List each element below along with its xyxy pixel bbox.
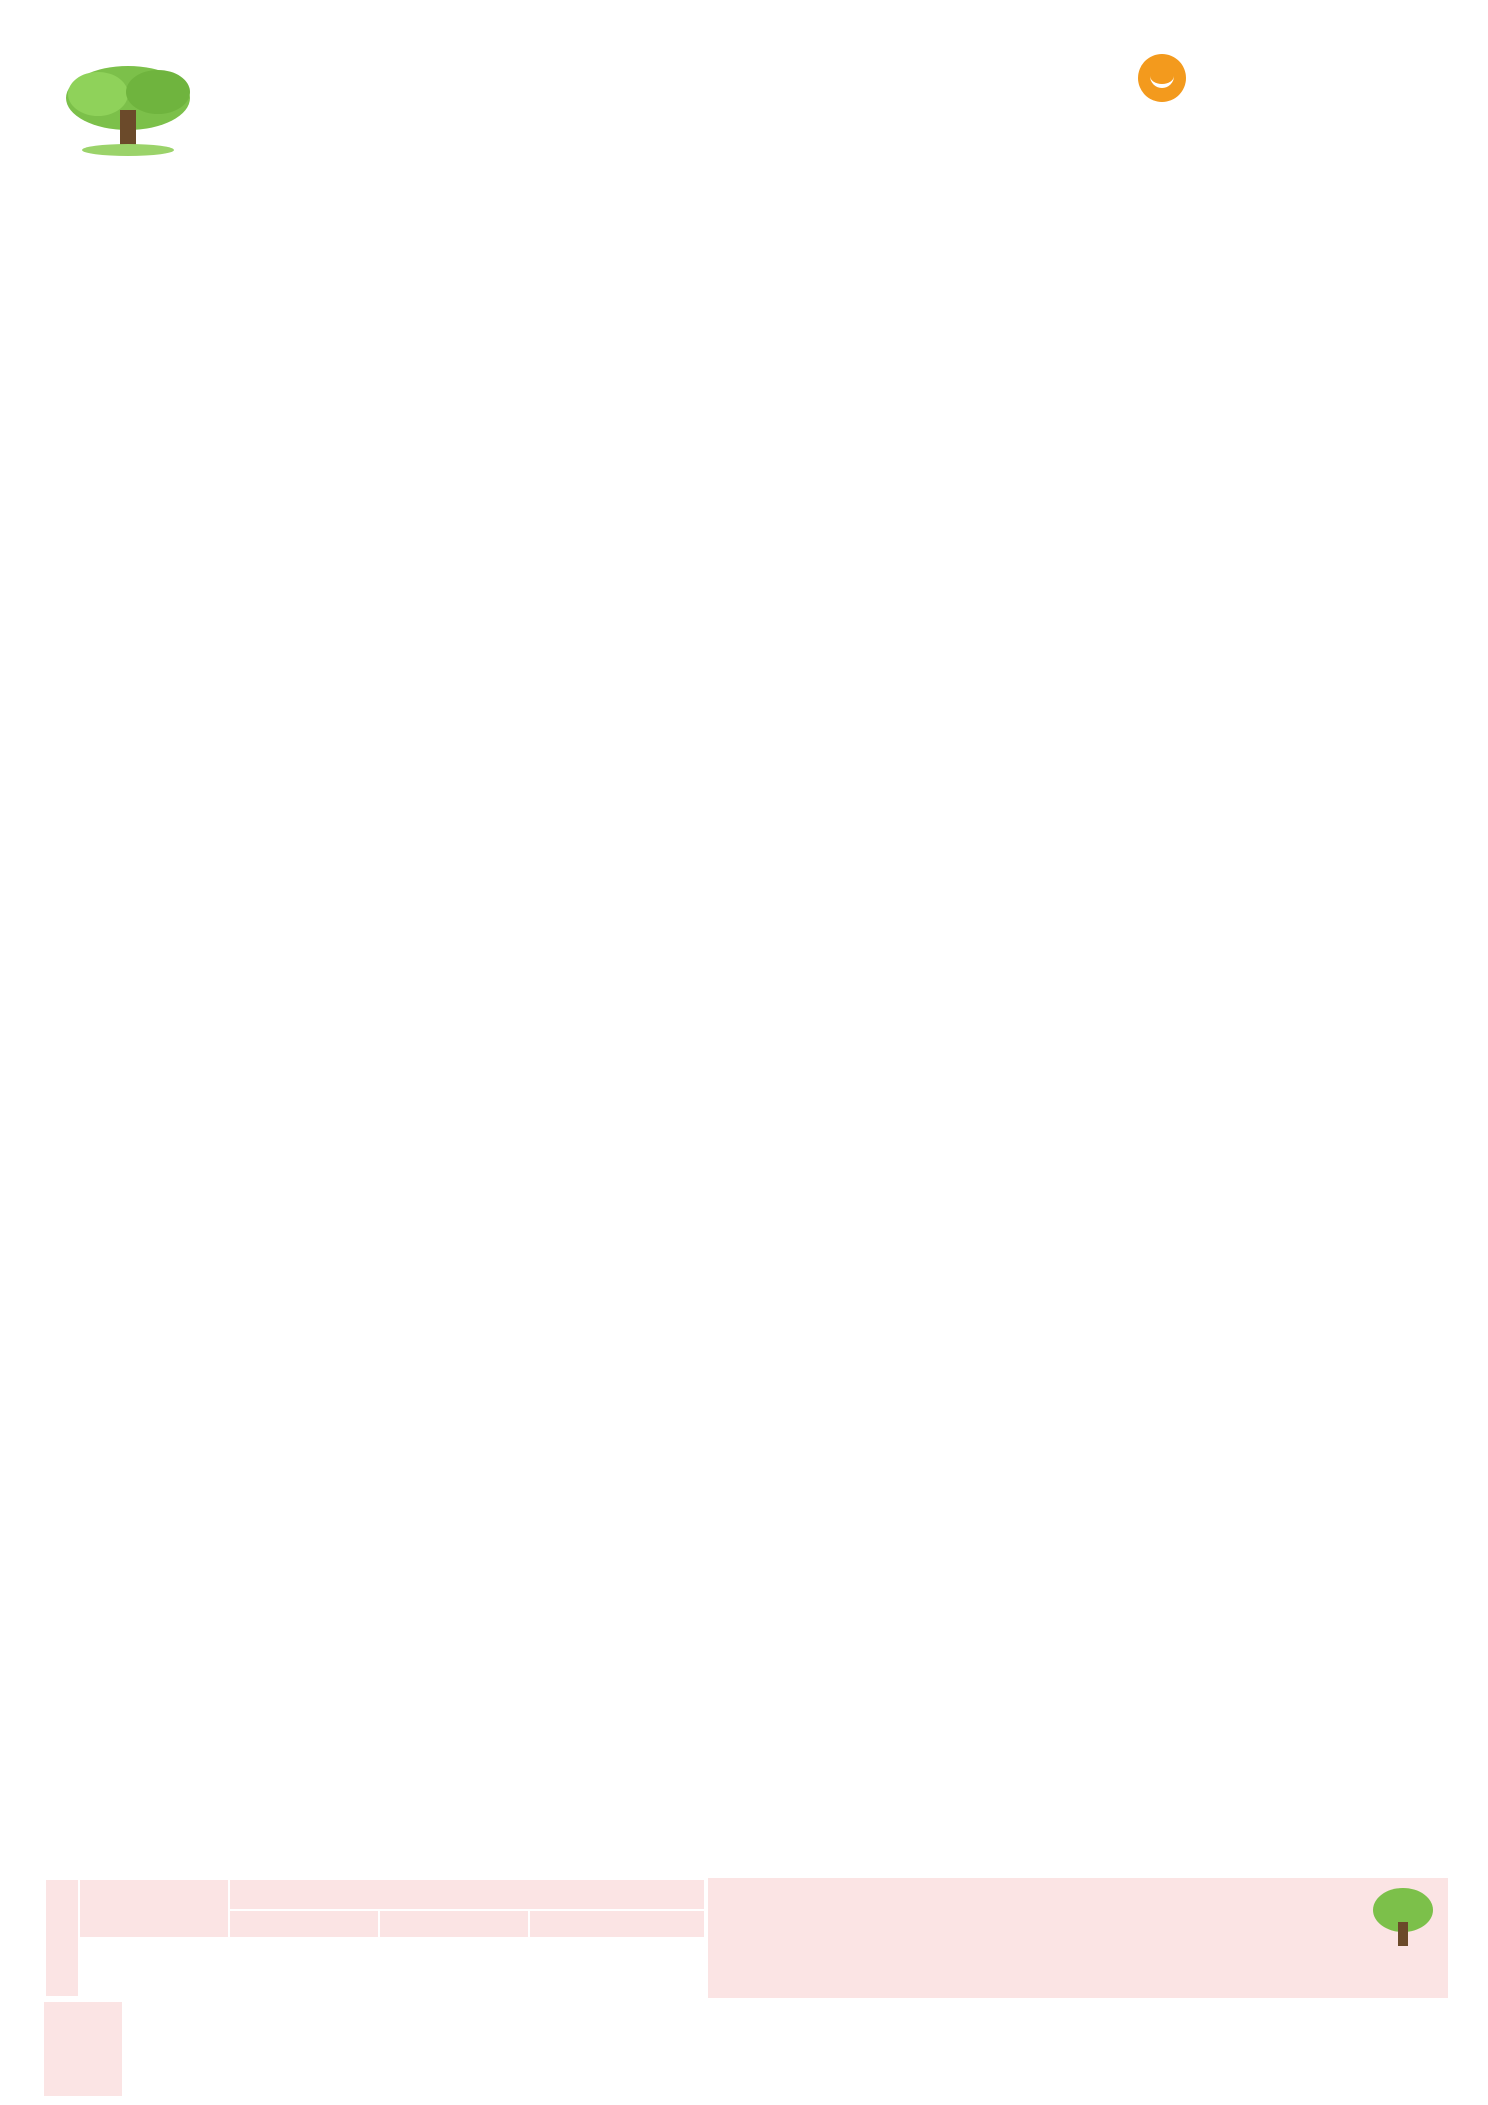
pepper-header <box>379 1910 529 1938</box>
salt-origin <box>529 1938 705 1997</box>
footer <box>44 1878 1448 2098</box>
smile-icon <box>1138 54 1186 102</box>
cabbage-origin <box>229 1938 379 1997</box>
salt-header <box>529 1910 705 1938</box>
pepper-origin <box>379 1938 529 1997</box>
center-logo <box>1138 48 1468 108</box>
rice-header <box>79 1879 229 1938</box>
cabbage-header <box>229 1910 379 1938</box>
tree-icon <box>58 58 198 158</box>
footer-info <box>708 1878 1448 1998</box>
origin-summary-table <box>44 1878 706 1998</box>
header <box>0 0 1488 190</box>
kimchi-header <box>229 1879 705 1910</box>
small-tree-icon <box>1368 1882 1438 1952</box>
origin-summary-label <box>45 1879 79 1997</box>
allergy-label <box>44 2002 122 2096</box>
allergy-info <box>126 2002 1448 2096</box>
rice-origin <box>79 1938 229 1997</box>
